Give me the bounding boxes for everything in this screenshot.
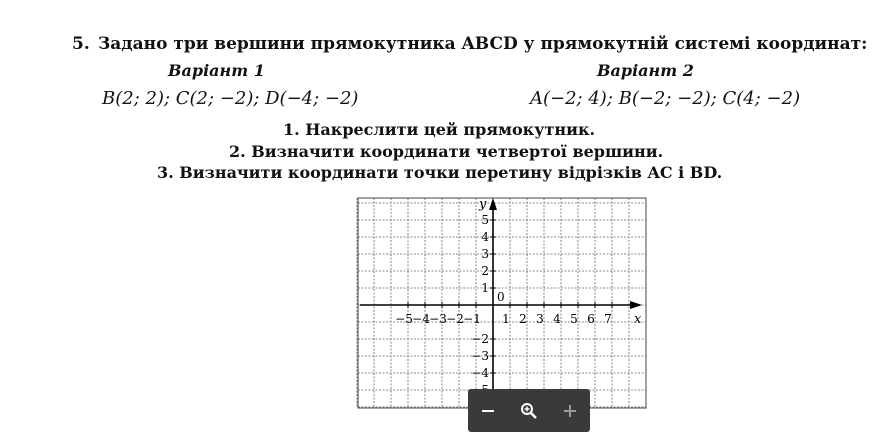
y-tick-label: −3: [471, 349, 489, 363]
zoom-out-button[interactable]: [473, 396, 503, 426]
y-axis-arrow: [489, 198, 497, 210]
zoom-toolbar: [468, 389, 590, 432]
origin-label: 0: [497, 290, 505, 304]
y-tick-label: −4: [471, 366, 489, 380]
variant-2-label: Варіант 2: [597, 61, 694, 80]
y-tick-label: 5: [481, 213, 489, 227]
y-axis-label: y: [479, 197, 487, 212]
y-tick-label: −2: [471, 332, 489, 346]
problem-number: 5.: [72, 34, 90, 54]
variant-1-label: Варіант 1: [168, 61, 265, 80]
axis-labels: [395, 197, 642, 397]
magnifier-icon: [520, 402, 538, 420]
x-tick-label: −2: [446, 312, 464, 326]
x-tick-label: 1: [502, 312, 510, 326]
coordinate-grid: [356, 196, 648, 410]
y-tick-label: 2: [481, 264, 489, 278]
x-axis-label: x: [634, 312, 642, 327]
task-3: 3. Визначити координати точки перетину відрізків AC і BD.: [157, 163, 723, 182]
zoom-button[interactable]: [514, 396, 544, 426]
x-tick-label: 3: [536, 312, 544, 326]
x-tick-label: 5: [570, 312, 578, 326]
variant-2-points: A(−2; 4); B(−2; −2); C(4; −2): [530, 88, 801, 109]
y-tick-label: 1: [481, 281, 489, 295]
task-2: 2. Визначити координати четвертої вершини.: [229, 142, 664, 161]
x-axis-arrow: [630, 301, 642, 309]
y-tick-label: 4: [481, 230, 489, 244]
y-tick-label: 3: [481, 247, 489, 261]
x-tick-label: −3: [429, 312, 447, 326]
minus-icon: [480, 403, 496, 419]
x-tick-label: −5: [395, 312, 413, 326]
problem-statement: Задано три вершини прямокутника ABCD у прямокутній системі координат:: [98, 34, 868, 54]
task-1: 1. Накреслити цей прямокутник.: [283, 120, 596, 139]
x-tick-label: −1: [463, 312, 481, 326]
x-tick-label: 2: [519, 312, 527, 326]
x-tick-label: 4: [553, 312, 561, 326]
variant-1-points: B(2; 2); C(2; −2); D(−4; −2): [102, 88, 359, 109]
zoom-in-button[interactable]: [555, 396, 585, 426]
x-tick-label: 6: [587, 312, 595, 326]
x-tick-label: 7: [604, 312, 612, 326]
x-tick-label: −4: [412, 312, 430, 326]
plus-icon: [562, 403, 578, 419]
